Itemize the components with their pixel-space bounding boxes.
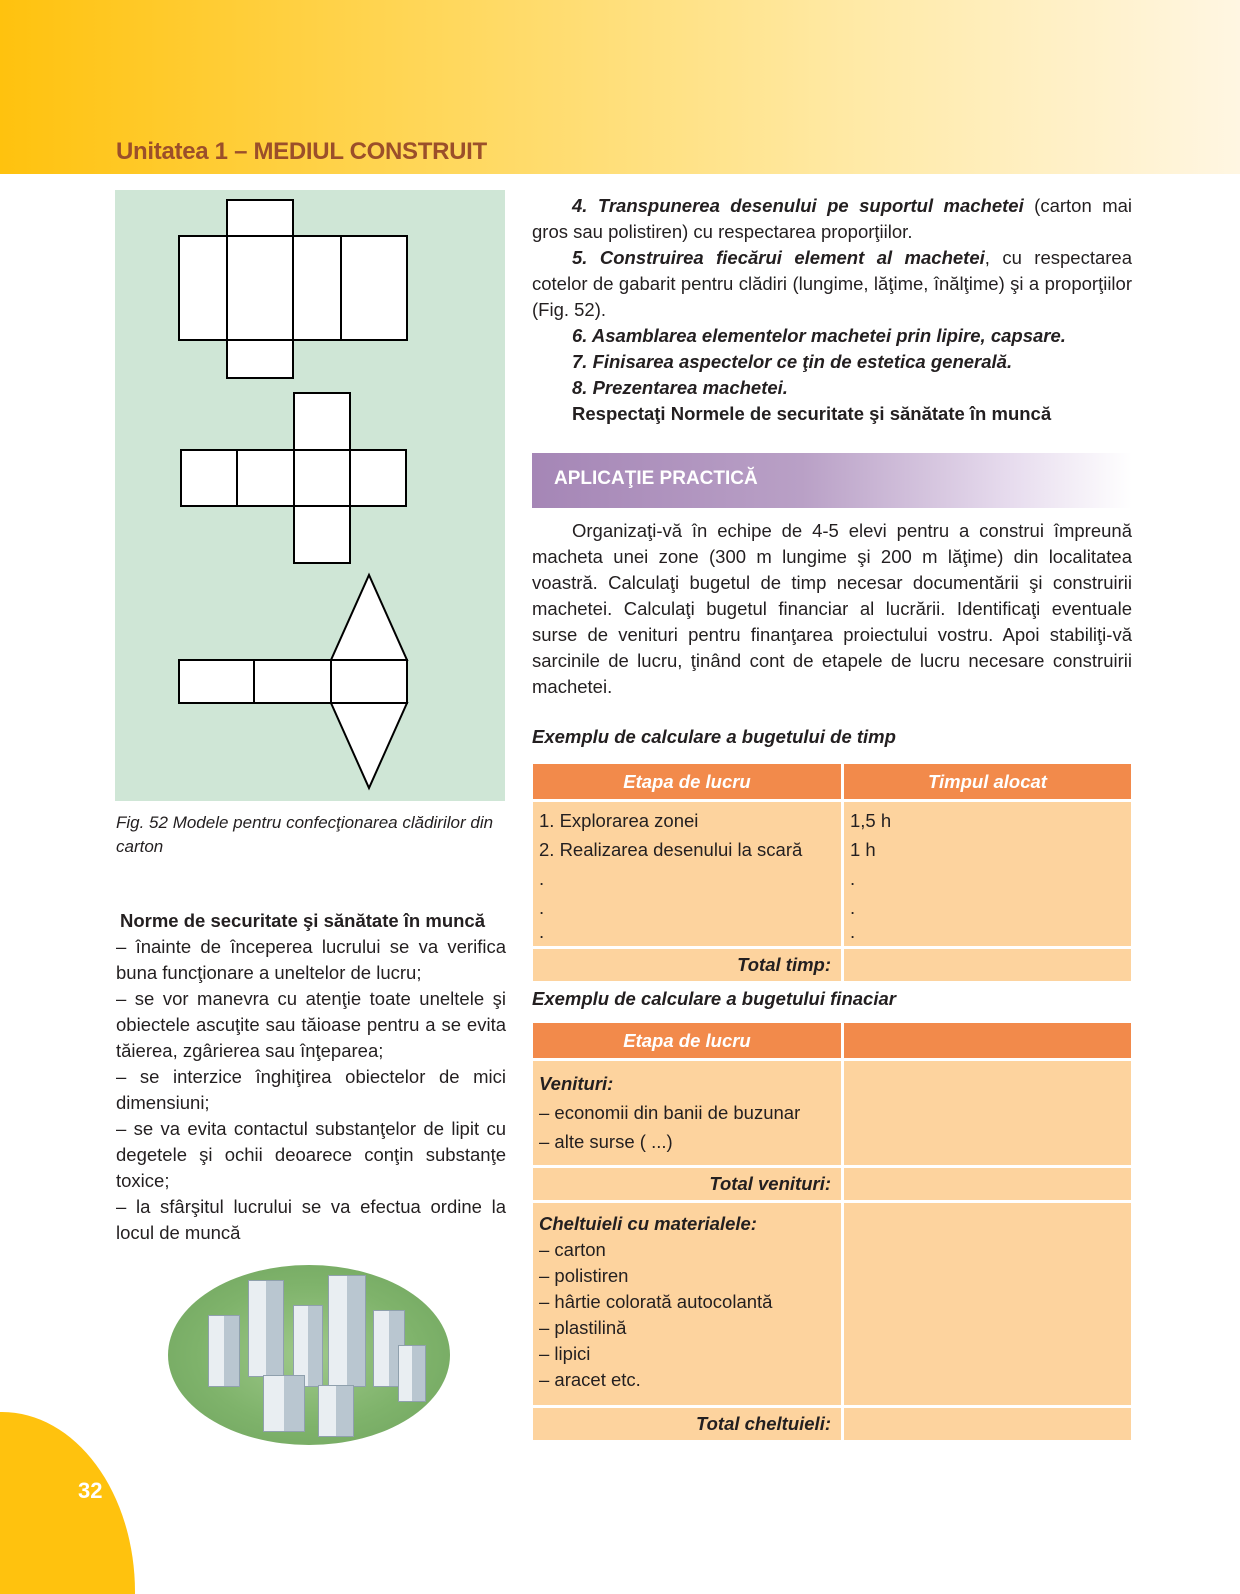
building — [248, 1280, 284, 1377]
column-header: Etapa de lucru — [533, 1023, 841, 1058]
total-income-value — [844, 1168, 1131, 1200]
financial-budget-table — [530, 1020, 1134, 1443]
step-5-title: 5. Construirea fiecărui element al machetei — [572, 247, 985, 268]
total-time-value — [844, 949, 1131, 981]
expenses-row — [533, 1203, 1131, 1405]
stage-cell: . — [539, 897, 545, 918]
expense-item: – polistiren — [539, 1265, 629, 1286]
income-row — [533, 1061, 1131, 1165]
expenses-title: Cheltuieli cu materialele: — [539, 1213, 757, 1234]
total-row — [533, 949, 1131, 981]
practical-application-text: Organizaţi-vă în echipe de 4-5 elevi pentru a construi împreună macheta unei zone (300 m lungime şi 200 m lăţime) din localitatea voastră. Calculaţi bugetul de timp necesar documentării şi construirii machetei. Calculaţi bugetul financiar al lucrării. Identificaţi eventuale surse de venituri pentru finanţarea proiectului vostru. Apoi stabiliţi-vă sarcinile de lucru, ţinând cont de etapele de lucru necesare construirii machetei. — [532, 520, 1132, 697]
income-title: Venituri: — [539, 1073, 614, 1094]
step-4-title: 4. Transpunerea desenului pe suportul machetei — [572, 195, 1024, 216]
expense-item: – aracet etc. — [539, 1369, 641, 1390]
total-expenses-label: Total cheltuieli: — [533, 1408, 841, 1440]
norm-item: – înainte de începerea lucrului se va verifica buna funcţionare a uneltelor de lucru; — [116, 936, 506, 983]
financial-budget-title: Exemplu de calculare a bugetului finaciar — [532, 988, 896, 1009]
total-expenses-value — [844, 1408, 1131, 1440]
expense-item: – carton — [539, 1239, 606, 1260]
step-8: 8. Prezentarea machetei. — [572, 377, 788, 398]
building — [208, 1315, 240, 1387]
net-cuboid — [179, 200, 407, 378]
safety-norms-title: Norme de securitate şi sănătate în muncă — [120, 910, 485, 931]
step-7: 7. Finisarea aspectelor ce ţin de estetica generală. — [572, 351, 1013, 372]
expense-item: – lipici — [539, 1343, 591, 1364]
work-steps — [532, 193, 1132, 427]
stage-cell: 2. Realizarea desenului la scară — [539, 839, 803, 860]
figure-caption: Fig. 52 Modele pentru confecţionarea clădirilor din carton — [116, 813, 494, 856]
time-cell: 1 h — [850, 839, 876, 860]
step-5-text: , cu respectarea cotelor de gabarit pentru clădiri (lungime, lăţime, înălţime) şi a proporţiilor (Fig. 52). — [532, 247, 1132, 320]
stage-cell: . — [539, 921, 545, 942]
safety-reminder: Respectaţi Normele de securitate şi sănătate în muncă — [572, 403, 1052, 424]
norm-item: – se vor manevra cu atenţie toate uneltele şi obiectele ascuţite sau tăioase pentru a se evita tăierea, zgârierea sau înţeparea; — [116, 988, 506, 1061]
time-cell: . — [850, 868, 856, 889]
column-header-empty — [844, 1023, 1131, 1058]
city-illustration — [168, 1265, 450, 1445]
practical-application-title: APLICAŢIE PRACTICĂ — [554, 468, 758, 489]
step-6: 6. Asamblarea elementelor machetei prin lipire, capsare. — [572, 325, 1066, 346]
time-cell: . — [850, 897, 856, 918]
stage-cell: 1. Explorarea zonei — [539, 810, 699, 831]
norm-item: – se interzice înghiţirea obiectelor de mici dimensiuni; — [116, 1066, 506, 1113]
building — [328, 1275, 366, 1387]
total-row — [533, 1408, 1131, 1440]
expense-item: – hârtie colorată autocolantă — [539, 1291, 773, 1312]
stage-cell: . — [539, 868, 545, 889]
net-prism — [179, 575, 407, 788]
income-item: – economii din banii de buzunar — [539, 1102, 801, 1123]
time-cell: 1,5 h — [850, 810, 892, 831]
time-cell: . — [850, 921, 856, 942]
column-header: Timpul alocat — [844, 764, 1131, 799]
building — [398, 1345, 426, 1402]
building — [263, 1375, 305, 1432]
income-item: – alte surse ( ...) — [539, 1131, 673, 1152]
table-row — [533, 802, 1131, 946]
expense-item: – plastilină — [539, 1317, 627, 1338]
page-number: 32 — [78, 1478, 103, 1503]
income-value — [844, 1061, 1131, 1165]
total-row — [533, 1168, 1131, 1200]
step-4-text: (carton mai gros sau polistiren) cu respectarea proporţiilor. — [532, 195, 1133, 242]
unit-title: Unitatea 1 – MEDIUL CONSTRUIT — [116, 138, 487, 165]
total-time-label: Total timp: — [533, 949, 841, 981]
total-income-label: Total venituri: — [533, 1168, 841, 1200]
building — [318, 1385, 354, 1437]
practical-application-banner — [532, 453, 1132, 508]
time-budget-title: Exemplu de calculare a bugetului de timp — [532, 726, 896, 747]
safety-norms — [116, 908, 506, 1246]
expenses-value — [844, 1203, 1131, 1405]
column-header: Etapa de lucru — [533, 764, 841, 799]
net-cube — [181, 393, 406, 563]
norm-item: – la sfârşitul lucrului se va efectua ordine la locul de muncă — [116, 1196, 506, 1243]
norm-item: – se va evita contactul substanţelor de lipit cu degetele şi ochii deoarece conţin substanţe toxice; — [116, 1118, 506, 1191]
time-budget-table — [530, 761, 1134, 984]
